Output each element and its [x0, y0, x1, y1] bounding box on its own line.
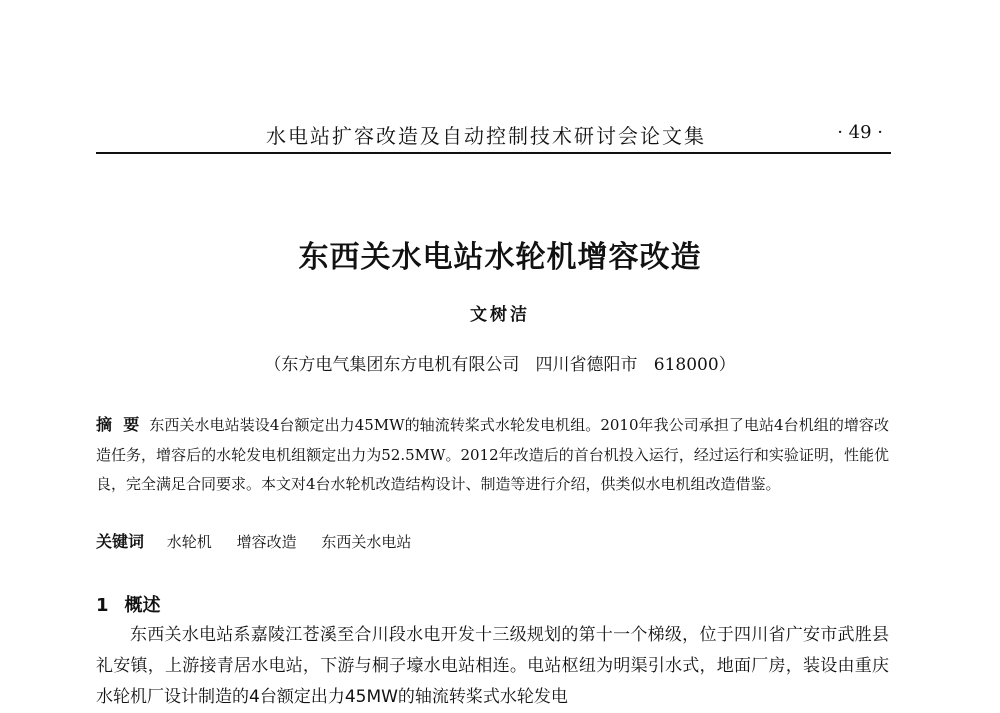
section-heading — [96, 591, 161, 617]
section-paragraph: 东西关水电站系嘉陵江苍溪至合川段水电开发十三级规划的第十一个梯级，位于四川省广安市武胜县礼安镇，上游接青居水电站，下游与桐子壕水电站相连。电站枢纽为明渠引水式，地面厂房，装设由重庆水轮机厂设计制造的4台额定出力45MW的轴流转桨式水轮发电 — [96, 625, 889, 707]
section-number: 1 — [96, 595, 109, 616]
keywords — [96, 528, 889, 556]
author-affiliation: （东方电气集团东方电机有限公司 四川省德阳市 618000） — [264, 355, 736, 375]
abstract-text: 东西关水电站装设4台额定出力45MW的轴流转桨式水轮发电机组。2010年我公司承担了电站4台机组的增容改造任务，增容后的水轮发电机组额定出力为52.5MW。2012年改造后的首台机投入运行，经过运行和实验证明，性能优良，完全满足合同要求。本文对4台水轮机改造结构设计、制造等进行介绍，供类似水电机组改造借鉴。 — [96, 416, 889, 493]
keyword: 水轮机 — [166, 533, 212, 551]
section-title: 概述 — [124, 595, 161, 616]
keyword: 东西关水电站 — [321, 533, 412, 551]
page-number: · 49 · — [837, 122, 883, 143]
abstract — [96, 410, 889, 500]
abstract-label: 摘 要 — [96, 415, 140, 434]
running-header — [96, 118, 891, 154]
paper-title: 东西关水电站水轮机增容改造 — [298, 240, 702, 275]
author-name: 文树洁 — [470, 305, 530, 325]
keyword: 增容改造 — [236, 533, 297, 551]
keywords-label: 关键词 — [96, 532, 145, 551]
journal-title: 水电站扩容改造及自动控制技术研讨会论文集 — [266, 124, 706, 148]
